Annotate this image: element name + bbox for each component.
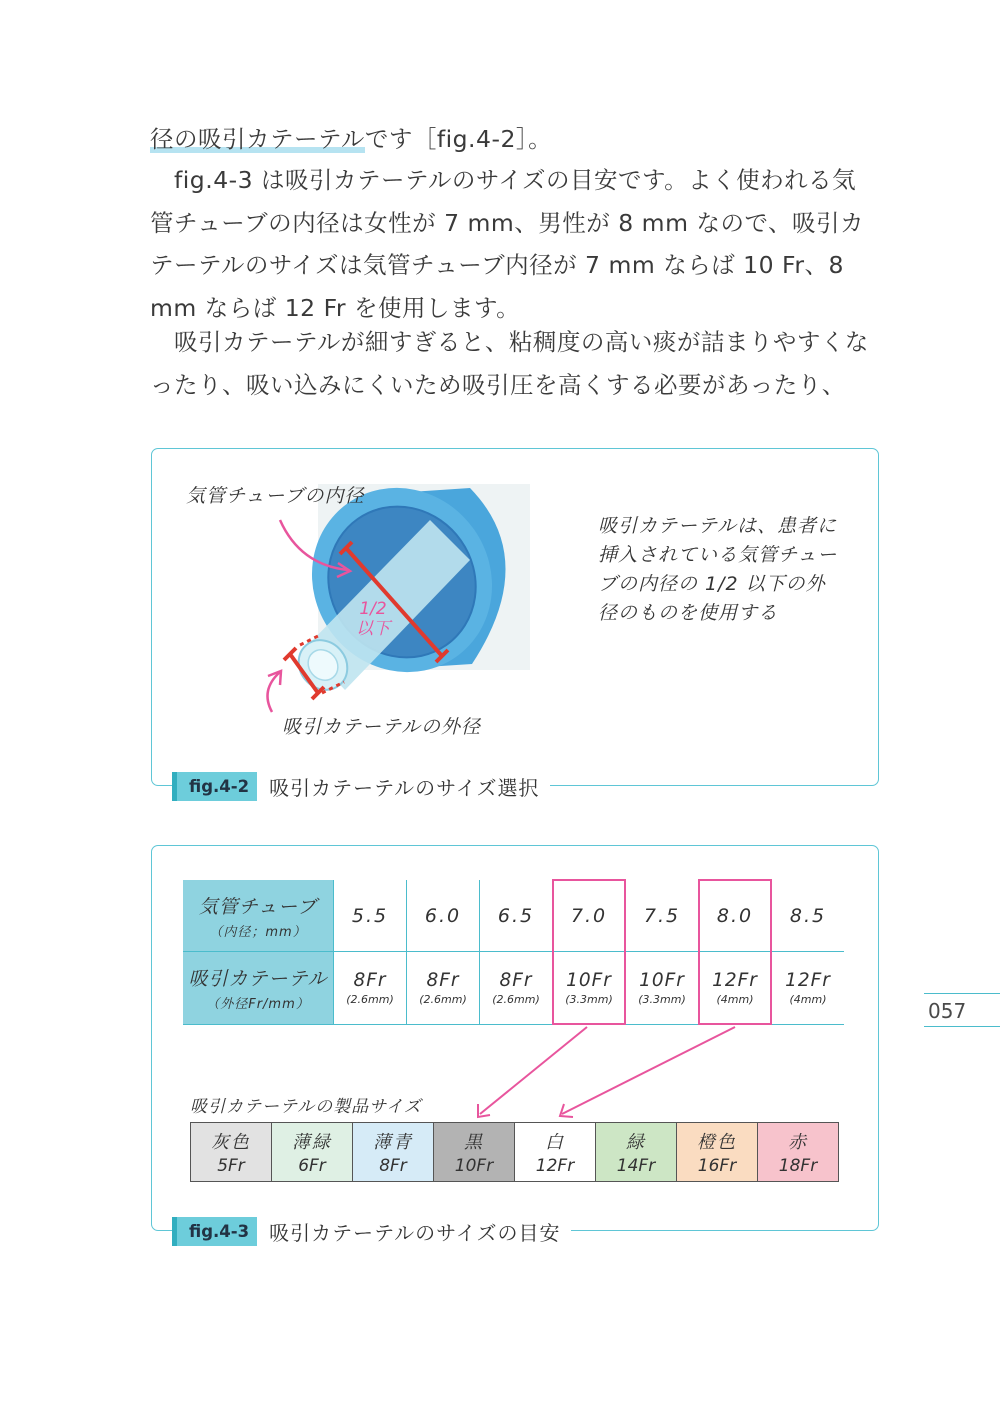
paragraph-3: 吸引カテーテルが細すぎると、粘稠度の高い痰が詰まりやすくなったり、吸い込みにくいため吸引圧を高くする必要があったり、 xyxy=(150,328,869,399)
note-line: 径のものを使用する xyxy=(598,602,779,624)
note-line: ブの内径の 1/2 以下の外 xyxy=(598,573,826,595)
swatch-color-name: 灰色 xyxy=(211,1132,251,1153)
tube-size-cell: 6.5 xyxy=(480,880,553,952)
row-header-main: 吸引カテーテル xyxy=(188,968,328,990)
product-swatch xyxy=(272,1123,353,1181)
tube-size-cell: 8.0 xyxy=(699,880,772,952)
swatch-size: 10Fr xyxy=(454,1156,494,1176)
catheter-mm: (2.6mm) xyxy=(492,993,540,1006)
figure-4-2-caption xyxy=(172,771,550,801)
catheter-fr: 12Fr xyxy=(712,970,758,991)
highlighted-phrase: 径の吸引カテーテル xyxy=(150,125,365,153)
note-line: 吸引カテーテルは、患者に xyxy=(598,515,838,537)
catheter-fr: 10Fr xyxy=(639,970,685,991)
tube-size-cell: 6.0 xyxy=(407,880,480,952)
figure-tag: fig.4-2 xyxy=(172,772,257,801)
catheter-fr: 12Fr xyxy=(785,970,831,991)
product-swatch xyxy=(758,1123,838,1181)
swatch-color-name: 橙色 xyxy=(697,1132,737,1153)
tube-size-cell: 8.5 xyxy=(772,880,845,952)
page-number: 057 xyxy=(924,993,1000,1027)
ratio-label xyxy=(350,599,396,639)
catheter-size-cell xyxy=(480,952,553,1025)
note-line: 挿入されている気管チュー xyxy=(598,544,838,566)
swatch-color-name: 緑 xyxy=(626,1132,646,1153)
ratio-line-2: 以下 xyxy=(356,619,390,639)
product-swatch xyxy=(596,1123,677,1181)
tube-size-cell: 5.5 xyxy=(334,880,407,952)
catheter-fr: 8Fr xyxy=(426,970,460,991)
label-outer-diameter: 吸引カテーテルの外径 xyxy=(282,716,482,738)
swatch-color-name: 黒 xyxy=(464,1132,484,1153)
catheter-mm: (2.6mm) xyxy=(346,993,394,1006)
label-inner-diameter: 気管チューブの内径 xyxy=(186,485,365,507)
catheter-size-cell xyxy=(334,952,407,1025)
figure-tag: fig.4-3 xyxy=(172,1217,257,1246)
highlight-7mm xyxy=(552,879,626,1025)
swatch-size: 6Fr xyxy=(298,1156,326,1176)
swatch-size: 12Fr xyxy=(535,1156,575,1176)
row-header-sub: （内径；mm） xyxy=(209,924,307,940)
row-header-tube xyxy=(183,880,334,952)
catheter-fr: 10Fr xyxy=(566,970,612,991)
product-swatch xyxy=(677,1123,758,1181)
catheter-size-cell xyxy=(772,952,845,1025)
catheter-size-cell xyxy=(626,952,699,1025)
row-header-sub: （外径Fr/mm） xyxy=(206,997,310,1012)
row-header-catheter xyxy=(183,952,334,1025)
product-swatches xyxy=(190,1122,839,1182)
figure-title: 吸引カテーテルのサイズ選択 xyxy=(269,775,540,800)
selection-note xyxy=(598,512,837,628)
catheter-mm: (4mm) xyxy=(716,993,754,1006)
swatch-color-name: 薄緑 xyxy=(292,1132,332,1153)
catheter-fr: 8Fr xyxy=(499,970,533,991)
swatch-size: 8Fr xyxy=(379,1156,407,1176)
swatch-color-name: 白 xyxy=(545,1132,565,1153)
catheter-fr: 8Fr xyxy=(353,970,387,991)
swatch-size: 18Fr xyxy=(778,1156,818,1176)
swatch-size: 16Fr xyxy=(697,1156,737,1176)
catheter-mm: (4mm) xyxy=(789,993,827,1006)
ratio-line-1: 1/2 xyxy=(359,599,387,619)
product-swatch xyxy=(434,1123,515,1181)
tube-size-cell: 7.0 xyxy=(553,880,626,952)
paragraph-2: fig.4-3 は吸引カテーテルのサイズの目安です。よく使われる気管チューブの内径は女性が 7 mm、男性が 8 mm なので、吸引カテーテルのサイズは気管チューブ内径が 7 mm ならば 10 Fr、8 mm ならば 12 Fr を使用します。 xyxy=(150,166,864,322)
row-header-main: 気管チューブ xyxy=(198,895,318,918)
swatch-color-name: 薄青 xyxy=(373,1132,413,1153)
product-swatch xyxy=(191,1123,272,1181)
swatch-size: 14Fr xyxy=(616,1156,656,1176)
figure-title: 吸引カテーテルのサイズの目安 xyxy=(269,1220,561,1245)
product-sizes-title: 吸引カテーテルの製品サイズ xyxy=(190,1097,422,1117)
swatch-color-name: 赤 xyxy=(788,1132,808,1153)
highlight-8mm xyxy=(698,879,772,1025)
catheter-size-cell xyxy=(407,952,480,1025)
outer-arrow xyxy=(268,672,281,712)
paragraph-1-rest: です［fig.4-2］。 xyxy=(364,125,553,153)
product-swatch xyxy=(515,1123,596,1181)
catheter-mm: (3.3mm) xyxy=(638,993,686,1006)
tube-size-cell: 7.5 xyxy=(626,880,699,952)
product-swatch xyxy=(353,1123,434,1181)
catheter-mm: (2.6mm) xyxy=(419,993,467,1006)
figure-4-3-caption xyxy=(172,1216,571,1246)
swatch-size: 5Fr xyxy=(217,1156,245,1176)
catheter-mm: (3.3mm) xyxy=(565,993,613,1006)
